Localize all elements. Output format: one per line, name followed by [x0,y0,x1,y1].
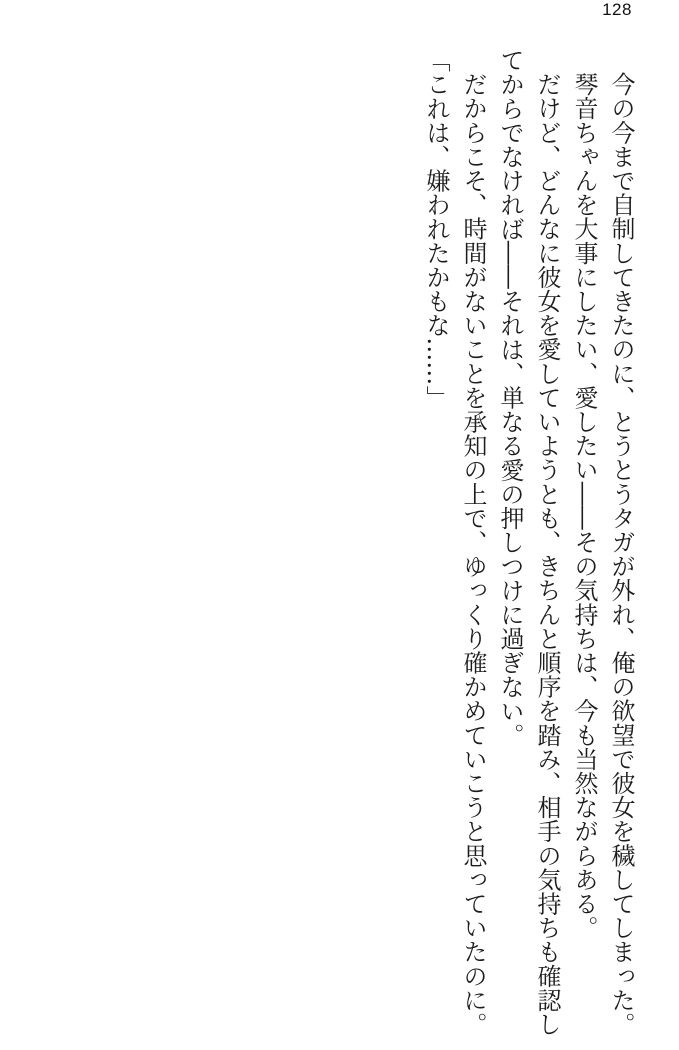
paragraph-1: 今の今まで自制してきたのに、とうとうタガが外れ、俺の欲望で彼女を穢してしまった。 [607,72,635,1036]
page-number: 128 [602,0,632,19]
dialogue-line: 「これは、嫌われたかもな……」 [422,48,450,410]
paragraph-4: だからこそ、時間がないことを承知の上で、ゆっくり確かめていこうと思っていたのに。 [459,72,487,1036]
paragraph-3: だけど、どんなに彼女を愛していようとも、きちんと順序を踏み、相手の気持ちも確認してからでなければ――それは、単なる愛の押しつけに過ぎない。 [496,48,561,1036]
paragraph-2: 琴音ちゃんを大事にしたい、愛したい――その気持ちは、今も当然ながらある。 [570,72,598,940]
vertical-text-block [417,48,639,1040]
